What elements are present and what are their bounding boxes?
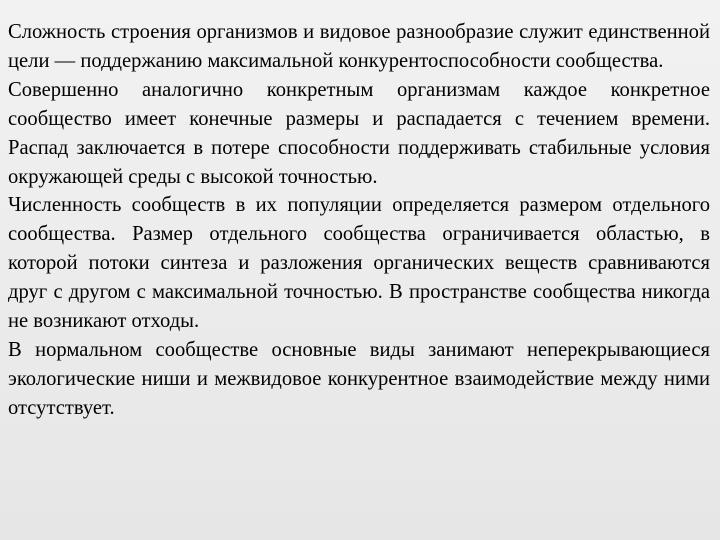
paragraph-community-size: Численность сообществ в их популяции определяется размером отдельного сообщества. Размер отдельного сообщества ограничивается областью, в которой потоки синтеза и разложения органических веществ сравниваются друг с другом с максимальной точностью. В пространстве сообщества никогда не возникают отходы.	[8, 194, 710, 333]
paragraph-complexity: Сложность строения организмов и видовое разнообразие служит единственной цели — поддержанию максимальной конкурентоспособности сообщества.	[8, 21, 710, 72]
paragraph-ecological-niches: В нормальном сообществе основные виды занимают неперекрывающиеся экологические ниши и межвидовое конкурентное взаимодействие между ними отсутствует.	[8, 338, 710, 419]
paragraph-community-decay: Совершенно аналогично конкретным организмам каждое конкретное сообщество имеет конечные размеры и распадается с течением времени. Распад заключается в потере способности поддерживать стабильные условия окружающей среды с высокой точностью.	[8, 78, 710, 188]
slide-body-text	[8, 18, 710, 423]
